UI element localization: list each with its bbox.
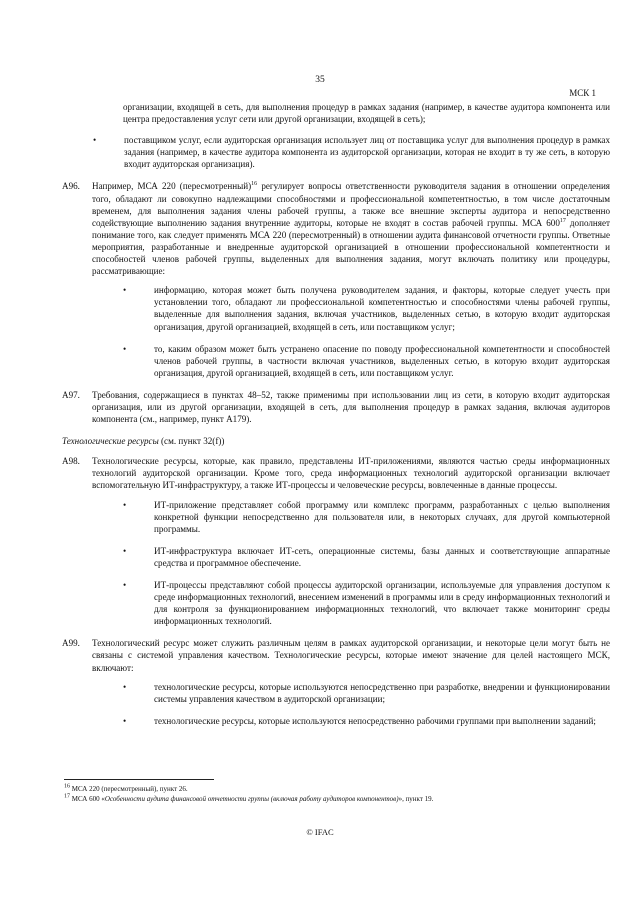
paragraph-number: А98. (62, 456, 80, 467)
bullet-icon: • (123, 580, 127, 590)
section-heading (62, 435, 610, 447)
intro-continuation (93, 101, 610, 170)
paragraph-number: А96. (62, 181, 80, 192)
paragraph-text: Например, МСА 220 (пересмотренный)$^{16}$ регулирует вопросы ответственности руководителя задания в отношении определения того, обладают ли совокупно надлежащими способностями и профессиональной компетентностью, в том числе достаточным временем, для выполнения задания члены рабочей группы, а также все внешние эксперты аудитора и непосредственно содействующие выполнению задания внутренние аудиторы, которые не входят в состав рабочей группы. МСА $600^{17}$ дополняет понимание того, как следует применять МСА 220 (пересмотренный) в отношении аудита финансовой отчетности группы. Ответные мероприятия, разработанные и внедренные аудиторской организацией в отношении профессиональной компетентности и способностей членов рабочей группы, выделенных для выполнения задания, могут включать политику или процедуры, рассматривающие: (92, 181, 610, 277)
copyright-footer: © IFAC (306, 827, 334, 837)
bullet-icon: • (123, 343, 127, 354)
list-item (122, 284, 610, 332)
paragraph-text: Технологический ресурс может служить различным целям в рамках аудиторской организации, и некоторые цели могут быть не связаны с системой управления качеством. Технологические ресурсы, которые имеют значение для целей настоящего МСК, включают: (92, 638, 610, 673)
list-item-text: ИТ-процессы представляют собой процессы аудиторской организации, используемые для управления доступом к среде информационных технологий, внесением изменений в программы или в среду информационных технологий и для контроля за функционированием информационных технологий, что включает также мониторинг среды информационных технологий. (154, 580, 610, 627)
list-item-text: информацию, которая может быть получена руководителем задания, и факторы, которые следует учесть при установлении того, обладают ли профессиональной компетентностью и способностями члены рабочей группы, выделенные для выполнения задания, включая участников, выделенных сетью, в которую входит аудиторская организация, другой организацией, входящей в сеть, или поставщиком услуг; (154, 285, 610, 332)
section-reference: (см. пункт 32(f)) (158, 436, 225, 447)
paragraph-a97 (62, 389, 610, 425)
paragraph-number: А97. (62, 389, 80, 400)
list-item-text: ИТ-инфраструктура включает ИТ-сеть, операционные системы, базы данных и соответствующие аппаратные средства и программное обеспечение. (154, 545, 610, 568)
footnote: $^{16}$ МСА 220 (пересмотренный), пункт 26. (64, 783, 188, 793)
paragraph-number: А99. (62, 638, 80, 649)
footnote-divider (64, 779, 214, 780)
list-item (122, 545, 610, 569)
bullet-icon: • (123, 681, 127, 692)
bullet-icon: • (123, 715, 127, 726)
footnotes (64, 784, 604, 804)
list-item (122, 343, 610, 379)
paragraph-a99 (62, 637, 610, 727)
footnote-ref: 16 (251, 181, 258, 188)
list-item (122, 579, 610, 627)
list-item (122, 499, 610, 535)
list-item-text: технологические ресурсы, которые используются непосредственно рабочими группами при выполнении заданий; (154, 715, 596, 726)
bullet-icon: • (123, 545, 127, 556)
paragraph-a96 (62, 180, 610, 378)
list-item-text: технологические ресурсы, которые используются непосредственно при разработке, внедрении и функционировании системы управления качеством в аудиторской организации; (154, 681, 610, 704)
page-content (62, 101, 610, 737)
list-item-text: поставщиком услуг, если аудиторская организация использует лиц от поставщика услуг для выполнения процедур в рамках задания (например, в качестве аудитора компонента из аудиторской организации, которая не входит в ту же сеть, в которую входит аудиторская организация). (124, 135, 610, 170)
footnote-ref: 17 (559, 217, 566, 224)
document-code: МСК 1 (569, 88, 596, 98)
bullet-icon: • (93, 135, 97, 146)
bullet-icon: • (123, 499, 127, 510)
list-item-text: ИТ-приложение представляет собой программу или комплекс программ, разработанных с целью выполнения конкретной функции непосредственно для пользователя или, в некоторых случаях, для другой компьютерной программы. (154, 499, 610, 534)
list-item (122, 715, 610, 727)
list-item (122, 681, 610, 705)
paragraph-text: Требования, содержащиеся в пунктах 48–52, также применимы при использовании лиц из сети, в которую входит аудиторская организация, или из другой организации, входящей в сеть, для выполнения процедур в рамках задания, включая аудиторов компонента (см., например, пункт А179). (92, 389, 610, 425)
paragraph-a98 (62, 455, 610, 627)
footnote: $^{17}$ МСА 600 «Особенности аудита финансовой отчетности группы (включая работу аудиторов компонентов)», пункт 19. (64, 793, 434, 803)
list-item (93, 134, 610, 170)
bullet-icon: • (123, 285, 127, 296)
continued-bullet-text: организации, входящей в сеть, для выполнения процедур в рамках задания (например, в качестве аудитора компонента или центра предоставления услуг сети или другой организации, входящей в сеть); (123, 102, 610, 125)
list-item-text: то, каким образом может быть устранено опасение по поводу профессиональной компетентности и способностей членов рабочей группы, в частности включая участников, выделенных сетью, в которую входит аудиторская организация, другой организацией, входящей в сеть, или поставщиком услуг. (154, 343, 610, 378)
section-title: Технологические ресурсы (62, 436, 159, 447)
page-number: 35 (315, 75, 325, 85)
paragraph-text: Технологические ресурсы, которые, как правило, представлены ИТ-приложениями, являются частью среды информационных технологий аудиторской организации. Кроме того, среда информационных технологий аудиторской организации включает вспомогательную ИТ-инфраструктуру, а также ИТ-процессы и человеческие ресурсы, вовлеченные в данные процессы. (92, 456, 610, 491)
